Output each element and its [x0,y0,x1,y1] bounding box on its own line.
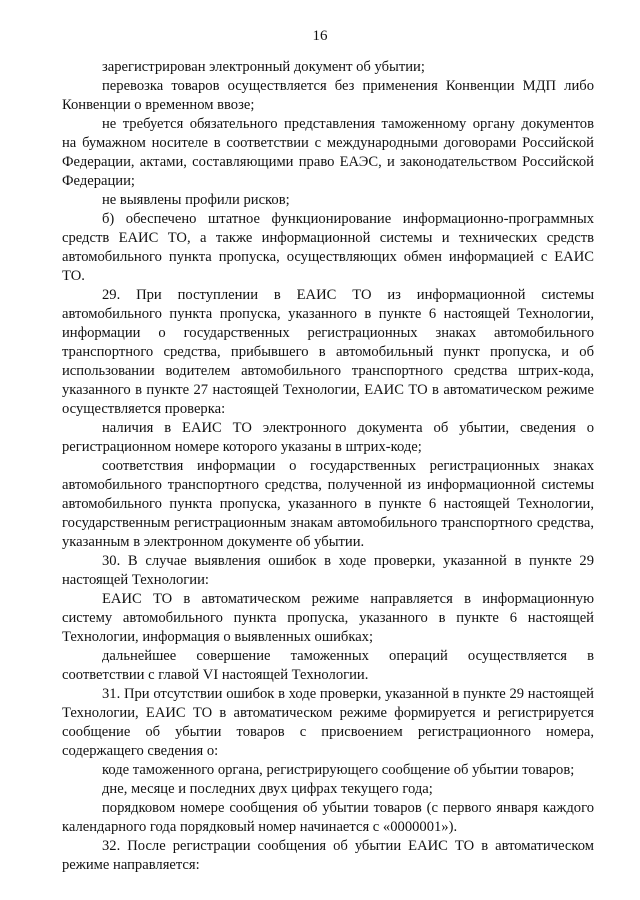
paragraph: не выявлены профили рисков; [102,192,290,208]
paragraph: перевозка товаров осуществляется без применения Конвенции МДП либо Конвенции о временном ввозе; [62,78,594,113]
paragraph: 32. После регистрации сообщения об убытии ЕАИС ТО в автоматическом режиме направляется: [62,838,594,873]
paragraph: дне, месяце и последних двух цифрах текущего года; [102,781,433,797]
paragraph: 31. При отсутствии ошибок в ходе проверки, указанной в пункте 29 настоящей Технологии, ЕАИС ТО в автоматическом режиме формируется и регистрируется сообщение об убытии товаров с присвоением регистрационного номера, содержащего сведения о: [62,686,594,759]
paragraph: не требуется обязательного представления таможенному органу документов на бумажном носителе в соответствии с международными договорами Российской Федерации, актами, составляющими право ЕАЭС, и законодательством Российской Федерации; [62,116,594,189]
paragraph: 30. В случае выявления ошибок в ходе проверки, указанной в пункте 29 настоящей Технологии: [62,553,594,588]
paragraph: коде таможенного органа, регистрирующего сообщение об убытии товаров; [102,762,575,778]
paragraph: соответствия информации о государственных регистрационных знаках автомобильного транспортного средства, полученной из информационной системы автомобильного пункта пропуска, указанного в пункте 6 настоящей Технологии, государственным регистрационным знакам автомобильного транспортного средства, указанным в электронном документе об убытии. [62,458,594,550]
paragraph: дальнейшее совершение таможенных операций осуществляется в соответствии с главой VI настоящей Технологии. [62,648,594,683]
paragraph: порядковом номере сообщения об убытии товаров (с первого января каждого календарного года порядковый номер начинается с «0000001»). [62,800,594,835]
paragraph: 29. При поступлении в ЕАИС ТО из информационной системы автомобильного пункта пропуска, указанного в пункте 6 настоящей Технологии, информации о государственных регистрационных знаках автомобильного транспортного средства, прибывшего в автомобильный пункт пропуска, и об использовании водителем автомобильного транспортного средства штрих-кода, указанного в пункте 27 настоящей Технологии, ЕАИС ТО в автоматическом режиме осуществляется проверка: [62,287,594,417]
paragraph: ЕАИС ТО в автоматическом режиме направляется в информационную систему автомобильного пункта пропуска, указанного в пункте 6 настоящей Технологии, информация о выявленных ошибках; [62,591,594,645]
paragraph: б) обеспечено штатное функционирование информационно-программных средств ЕАИС ТО, а также информационной системы и технических средств автомобильного пункта пропуска, осуществляющих обмен информацией с ЕАИС ТО. [62,211,594,284]
paragraph: зарегистрирован электронный документ об убытии; [102,59,425,75]
document-body [62,58,594,875]
paragraph: наличия в ЕАИС ТО электронного документа об убытии, сведения о регистрационном номере которого указаны в штрих-коде; [62,420,594,455]
page-number: 16 [312,28,328,44]
